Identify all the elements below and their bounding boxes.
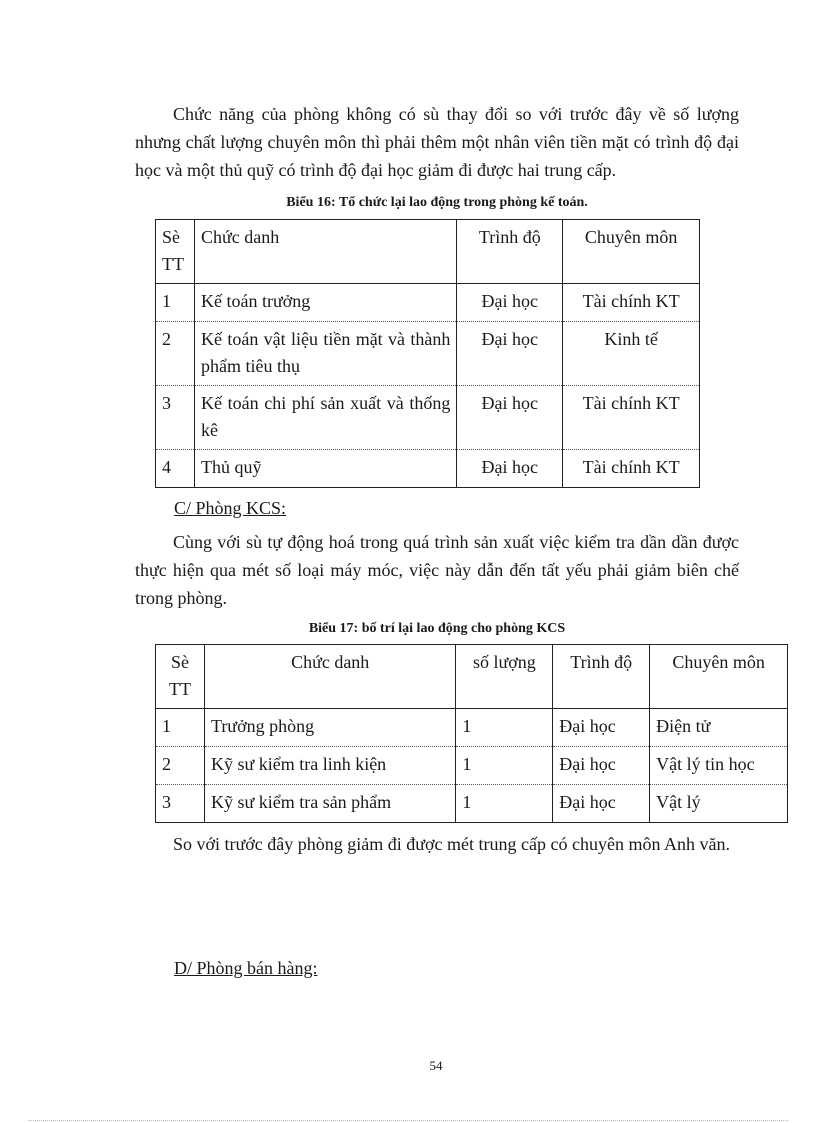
section-c-heading: C/ Phòng KCS: (174, 498, 287, 518)
cell-qty: 1 (456, 785, 553, 823)
cell-major: Điện tử (650, 709, 788, 747)
table16 (155, 219, 700, 488)
cell-major: Vật lý tin học (650, 747, 788, 785)
cell-title: Kỹ sư kiểm tra sản phẩm (204, 785, 455, 823)
cell-level: Đại học (457, 450, 563, 488)
table-row (156, 709, 788, 747)
section-d-heading: D/ Phòng bán hàng: (174, 958, 318, 978)
cell-title: Kế toán vật liệu tiền mặt và thành phẩm tiêu thụ (194, 322, 456, 386)
closing-paragraph: So với trước đây phòng giảm đi được mét trung cấp có chuyên môn Anh văn. (173, 834, 730, 854)
table-row (156, 450, 700, 488)
cell-major: Tài chính KT (563, 450, 700, 488)
cell-stt: 3 (156, 785, 205, 823)
cell-level: Đại học (457, 322, 563, 386)
cell-major: Tài chính KT (563, 386, 700, 450)
cell-level: Đại học (457, 386, 563, 450)
cell-stt: 2 (156, 322, 195, 386)
header-title: Chức danh (204, 645, 455, 709)
header-major: Chuyên môn (650, 645, 788, 709)
cell-stt: 2 (156, 747, 205, 785)
cell-major: Vật lý (650, 785, 788, 823)
header-level: Trình độ (457, 220, 563, 284)
cell-stt: 1 (156, 709, 205, 747)
cell-major: Kinh tế (563, 322, 700, 386)
header-level: Trình độ (553, 645, 650, 709)
cell-major: Tài chính KT (563, 284, 700, 322)
cell-stt: 3 (156, 386, 195, 450)
cell-title: Trưởng phòng (204, 709, 455, 747)
cell-title: Kế toán chi phí sản xuất và thống kê (194, 386, 456, 450)
table-row (156, 386, 700, 450)
header-title: Chức danh (194, 220, 456, 284)
cell-level: Đại học (553, 709, 650, 747)
header-stt: Sè TT (156, 220, 195, 284)
table-header-row (156, 220, 700, 284)
table-header-row (156, 645, 788, 709)
cell-stt: 1 (156, 284, 195, 322)
table-row (156, 322, 700, 386)
cell-level: Đại học (553, 785, 650, 823)
intro-paragraph: Chức năng của phòng không có sù thay đổi so với trước đây về số lượng nhưng chất lượng chuyên môn thì phải thêm một nhân viên tiền mặt có trình độ đại học và một thủ quỹ có trình độ đại học giảm đi được hai trung cấp. (135, 104, 739, 180)
footer-divider (28, 1120, 788, 1121)
table16-caption: Biểu 16: Tổ chức lại lao động trong phòng kế toán. (286, 195, 588, 210)
page-number: 54 (429, 1058, 443, 1073)
section-c-paragraph: Cùng với sù tự động hoá trong quá trình sản xuất việc kiểm tra dần dần được thực hiện qua mét số loại máy móc, việc này dẫn đến tất yếu phải giảm biên chế trong phòng. (135, 532, 739, 608)
header-qty: số lượng (456, 645, 553, 709)
cell-title: Kế toán trưởng (194, 284, 456, 322)
header-stt: Sè TT (156, 645, 205, 709)
cell-qty: 1 (456, 747, 553, 785)
cell-level: Đại học (553, 747, 650, 785)
cell-title: Kỹ sư kiểm tra linh kiện (204, 747, 455, 785)
cell-level: Đại học (457, 284, 563, 322)
cell-stt: 4 (156, 450, 195, 488)
cell-qty: 1 (456, 709, 553, 747)
header-major: Chuyên môn (563, 220, 700, 284)
table17-caption: Biểu 17: bố trí lại lao động cho phòng KCS (308, 621, 566, 636)
table-row (156, 284, 700, 322)
table17 (155, 644, 788, 823)
table-row (156, 747, 788, 785)
cell-title: Thủ quỹ (194, 450, 456, 488)
table-row (156, 785, 788, 823)
